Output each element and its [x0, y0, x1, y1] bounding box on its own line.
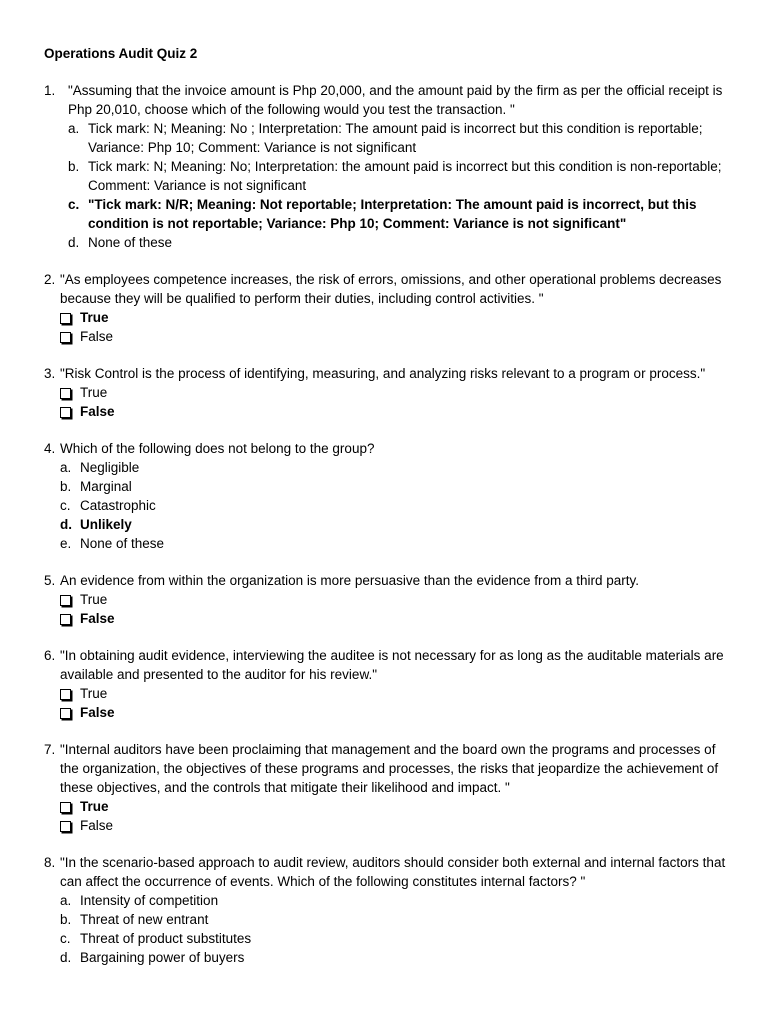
- answer-option: [68, 157, 728, 195]
- option-text: Negligible: [80, 460, 140, 475]
- option-text: False: [80, 404, 115, 419]
- question-stem: [44, 571, 728, 590]
- option-letter: d.: [68, 235, 80, 250]
- option-letter: b.: [60, 479, 72, 494]
- question-text: "Risk Control is the process of identifying, measuring, and analyzing risks relevant to a program or process.": [60, 366, 706, 381]
- checkbox-square-icon: [60, 614, 71, 625]
- checkbox-square-icon: [60, 802, 71, 813]
- option-text: None of these: [88, 235, 173, 250]
- option-letter: c.: [60, 931, 71, 946]
- question-2: [44, 270, 728, 346]
- question-4: [44, 439, 728, 553]
- checkbox-icon: [60, 327, 80, 346]
- question-stem: [44, 364, 728, 383]
- question-stem: [44, 270, 728, 308]
- answer-option: [60, 948, 728, 967]
- option-text: Catastrophic: [80, 498, 156, 513]
- checkbox-square-icon: [60, 689, 71, 700]
- answer-option: [60, 816, 728, 835]
- answer-option: [60, 534, 728, 553]
- option-text: True: [80, 385, 108, 400]
- question-stem: [44, 740, 728, 797]
- option-text: True: [80, 310, 109, 325]
- option-letter: a.: [60, 460, 72, 475]
- answer-option: [60, 496, 728, 515]
- question-8: [44, 853, 728, 967]
- option-text: True: [80, 686, 108, 701]
- option-text: True: [80, 592, 108, 607]
- quiz-title: Operations Audit Quiz 2: [44, 46, 198, 61]
- answer-option: [60, 327, 728, 346]
- question-number: 7.: [44, 742, 56, 757]
- option-list: [44, 308, 728, 346]
- checkbox-icon: [60, 609, 80, 628]
- option-text: True: [80, 799, 109, 814]
- answer-option: [68, 195, 728, 233]
- checkbox-icon: [60, 402, 80, 421]
- answer-option: [60, 797, 728, 816]
- option-text: False: [80, 818, 114, 833]
- option-list: [44, 797, 728, 835]
- answer-option: [60, 477, 728, 496]
- option-text: None of these: [80, 536, 165, 551]
- question-text: "Internal auditors have been proclaiming that management and the board own the programs and processes of the organization, the objectives of these programs and processes, the risks that jeopardize the achievement of these objectives, and the controls that mitigate their likelihood and impact. ": [60, 742, 719, 795]
- checkbox-square-icon: [60, 821, 71, 832]
- checkbox-icon: [60, 684, 80, 703]
- option-text: False: [80, 329, 114, 344]
- answer-option: [60, 402, 728, 421]
- option-text: Unlikely: [80, 517, 132, 532]
- question-5: [44, 571, 728, 628]
- option-letter: d.: [60, 950, 72, 965]
- question-stem: [44, 81, 728, 119]
- answer-option: [60, 590, 728, 609]
- checkbox-icon: [60, 816, 80, 835]
- question-number: 1.: [44, 83, 56, 98]
- answer-option: [60, 703, 728, 722]
- question-number: 4.: [44, 441, 56, 456]
- option-text: Tick mark: N; Meaning: No; Interpretation: the amount paid is incorrect but this condition is non-reportable; Comment: Variance is not significant: [88, 159, 722, 193]
- question-list: [44, 81, 728, 967]
- question-text: "In the scenario-based approach to audit review, auditors should consider both external and internal factors that can affect the occurrence of events. Which of the following constitutes internal factors? ": [60, 855, 726, 889]
- answer-option: [60, 383, 728, 402]
- option-letter: d.: [60, 517, 72, 532]
- option-text: Bargaining power of buyers: [80, 950, 245, 965]
- checkbox-icon: [60, 797, 80, 816]
- checkbox-square-icon: [60, 595, 71, 606]
- option-letter: c.: [60, 498, 71, 513]
- question-stem: [44, 439, 728, 458]
- checkbox-square-icon: [60, 332, 71, 343]
- answer-option: [60, 609, 728, 628]
- option-text: Marginal: [80, 479, 132, 494]
- question-number: 5.: [44, 573, 56, 588]
- option-text: False: [80, 611, 115, 626]
- option-text: "Tick mark: N/R; Meaning: Not reportable; Interpretation: The amount paid is incorrect, but this condition is not reportable; Variance: Php 10; Comment: Variance is not significant": [88, 197, 697, 231]
- question-text: "As employees competence increases, the risk of errors, omissions, and other operational problems decreases because they will be qualified to perform their duties, including control activities. ": [60, 272, 722, 306]
- question-text: "Assuming that the invoice amount is Php 20,000, and the amount paid by the firm as per the official receipt is Php 20,010, choose which of the following would you test the transaction. ": [68, 83, 723, 117]
- answer-option: [68, 233, 728, 252]
- option-text: Threat of new entrant: [80, 912, 209, 927]
- checkbox-square-icon: [60, 388, 71, 399]
- question-number: 8.: [44, 855, 56, 870]
- answer-option: [60, 684, 728, 703]
- checkbox-square-icon: [60, 708, 71, 719]
- option-text: False: [80, 705, 115, 720]
- option-letter: c.: [68, 197, 80, 212]
- option-letter: a.: [68, 121, 80, 136]
- option-text: Threat of product substitutes: [80, 931, 252, 946]
- answer-option: [60, 308, 728, 327]
- option-text: Intensity of competition: [80, 893, 219, 908]
- answer-option: [68, 119, 728, 157]
- option-letter: a.: [60, 893, 72, 908]
- option-list: [44, 383, 728, 421]
- question-stem: [44, 853, 728, 891]
- question-1: [44, 81, 728, 252]
- checkbox-square-icon: [60, 407, 71, 418]
- answer-option: [60, 929, 728, 948]
- checkbox-icon: [60, 383, 80, 402]
- question-3: [44, 364, 728, 421]
- question-number: 2.: [44, 272, 56, 287]
- option-list: [44, 458, 728, 553]
- answer-option: [60, 458, 728, 477]
- question-number: 3.: [44, 366, 56, 381]
- checkbox-icon: [60, 703, 80, 722]
- question-text: Which of the following does not belong to the group?: [60, 441, 375, 456]
- option-letter: b.: [68, 159, 80, 174]
- answer-option: [60, 910, 728, 929]
- checkbox-icon: [60, 308, 80, 327]
- question-number: 6.: [44, 648, 56, 663]
- option-list: [44, 684, 728, 722]
- answer-option: [60, 891, 728, 910]
- option-list: [44, 891, 728, 967]
- checkbox-icon: [60, 590, 80, 609]
- question-text: An evidence from within the organization is more persuasive than the evidence from a third party.: [60, 573, 640, 588]
- option-letter: e.: [60, 536, 72, 551]
- question-stem: [44, 646, 728, 684]
- option-list: [44, 119, 728, 252]
- answer-option: [60, 515, 728, 534]
- checkbox-square-icon: [60, 313, 71, 324]
- option-text: Tick mark: N; Meaning: No ; Interpretation: The amount paid is incorrect but this condition is reportable; Variance: Php 10; Comment: Variance is not significant: [88, 121, 703, 155]
- option-list: [44, 590, 728, 628]
- option-letter: b.: [60, 912, 72, 927]
- question-6: [44, 646, 728, 722]
- question-text: "In obtaining audit evidence, interviewing the auditee is not necessary for as long as the auditable materials are available and presented to the auditor for his review.": [60, 648, 724, 682]
- question-7: [44, 740, 728, 835]
